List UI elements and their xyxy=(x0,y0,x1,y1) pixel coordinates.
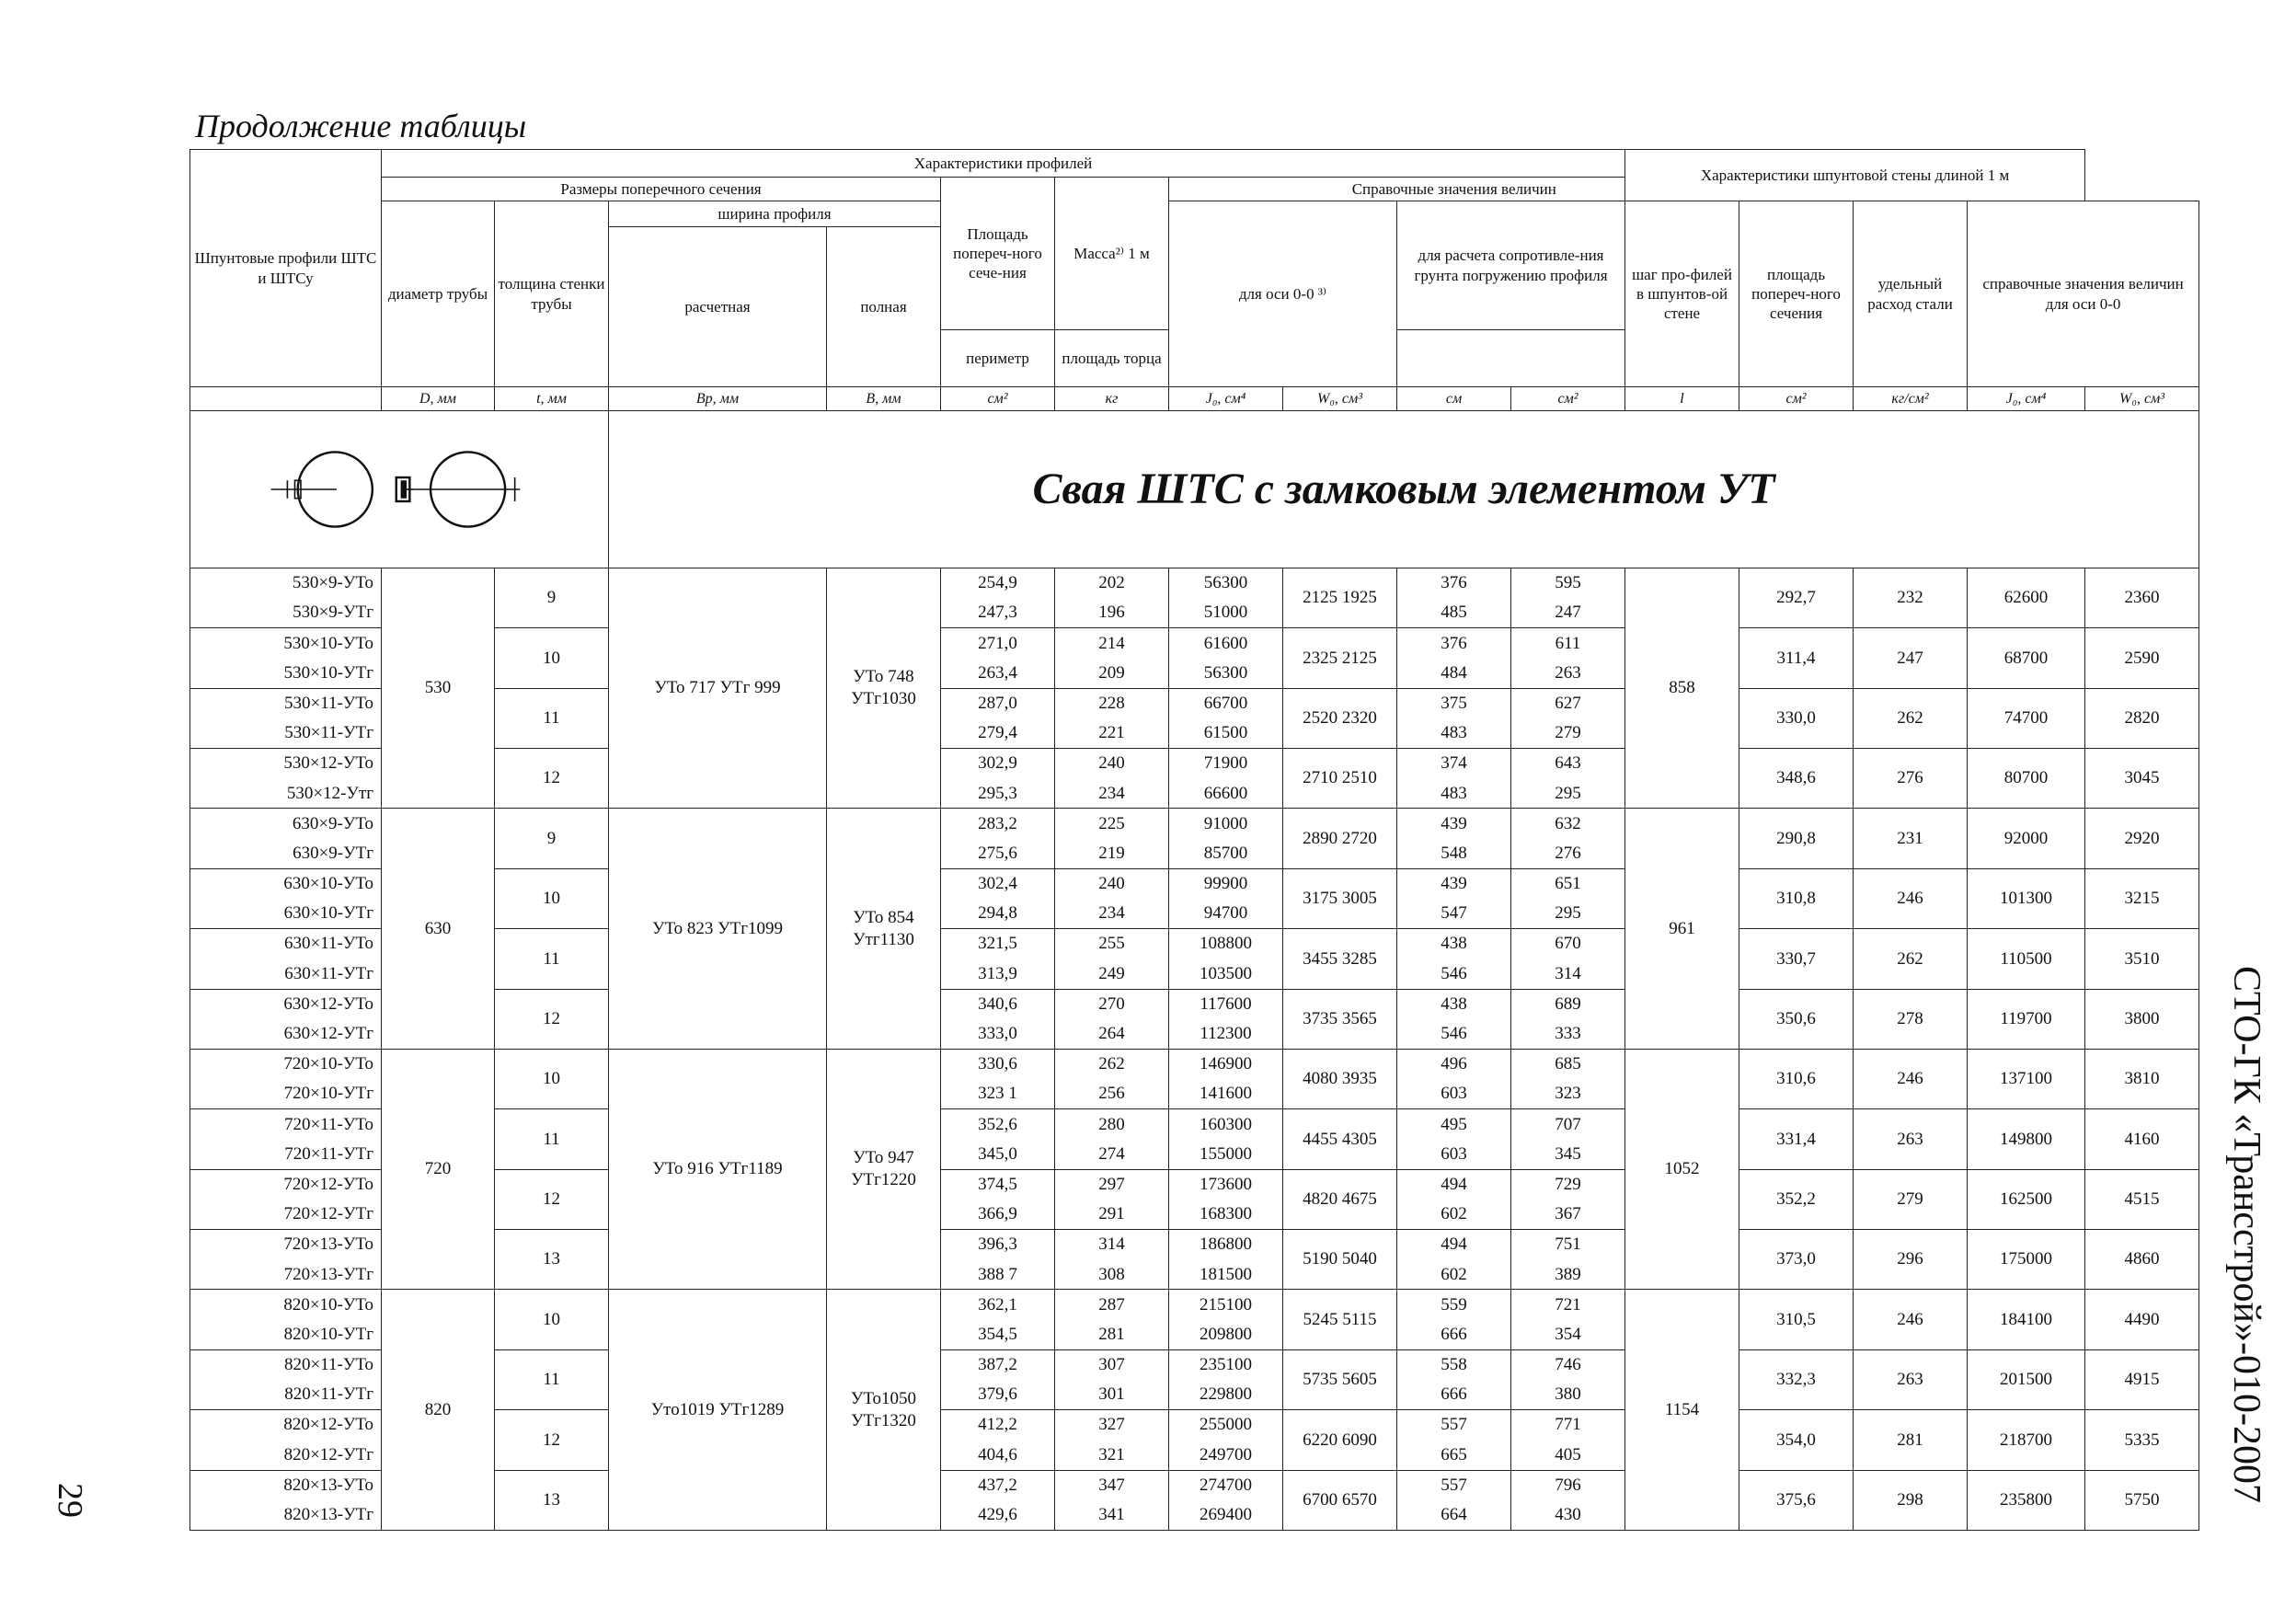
profile-name: 820×13-УТо 820×13-УТг xyxy=(190,1470,382,1530)
moment-j0: 146900 141600 xyxy=(1169,1049,1283,1108)
wall-w0: 3810 xyxy=(2085,1049,2199,1108)
wall-area: 310,6 xyxy=(1739,1049,1854,1108)
profile-name: 720×11-УТо 720×11-УТг xyxy=(190,1109,382,1169)
wall-w0: 2360 xyxy=(2085,568,2199,627)
header-section-dimensions: Размеры поперечного сечения xyxy=(382,178,941,201)
width-full: УТо 854 Утг1130 xyxy=(827,809,941,1050)
wall-j0: 175000 xyxy=(1968,1230,2085,1290)
wall-j0: 92000 xyxy=(1968,809,2085,868)
steel-use: 232 xyxy=(1854,568,1968,627)
wall-area: 311,4 xyxy=(1739,628,1854,688)
header-end-area: площадь торца xyxy=(1055,330,1169,387)
moment-j0: 66700 61500 xyxy=(1169,688,1283,748)
wall-w0: 3045 xyxy=(2085,749,2199,809)
steel-use: 276 xyxy=(1854,749,1968,809)
end-area: 771 405 xyxy=(1511,1410,1625,1470)
steel-use: 231 xyxy=(1854,809,1968,868)
modulus-w0: 4820 4675 xyxy=(1283,1169,1397,1229)
wall-w0: 4160 xyxy=(2085,1109,2199,1169)
moment-j0: 99900 94700 xyxy=(1169,868,1283,928)
moment-j0: 71900 66600 xyxy=(1169,749,1283,809)
wall-thickness: 12 xyxy=(495,749,609,809)
mass: 327 321 xyxy=(1055,1410,1169,1470)
wall-w0: 4515 xyxy=(2085,1169,2199,1229)
wall-j0: 162500 xyxy=(1968,1169,2085,1229)
end-area: 632 276 xyxy=(1511,809,1625,868)
wall-j0: 74700 xyxy=(1968,688,2085,748)
end-area: 751 389 xyxy=(1511,1230,1625,1290)
end-area: 796 430 xyxy=(1511,1470,1625,1530)
cross-area: 283,2 275,6 xyxy=(941,809,1055,868)
pitch: 1052 xyxy=(1625,1049,1739,1290)
cross-area: 387,2 379,6 xyxy=(941,1349,1055,1409)
end-area: 685 323 xyxy=(1511,1049,1625,1108)
cross-area: 330,6 323 1 xyxy=(941,1049,1055,1108)
unit-cell: см² xyxy=(1739,387,1854,411)
wall-j0: 201500 xyxy=(1968,1349,2085,1409)
wall-w0: 2820 xyxy=(2085,688,2199,748)
table-row xyxy=(190,1049,2199,1108)
cross-area: 302,4 294,8 xyxy=(941,868,1055,928)
profile-name: 820×11-УТо 820×11-УТг xyxy=(190,1349,382,1409)
wall-j0: 110500 xyxy=(1968,929,2085,989)
header-profiles: Шпунтовые профили ШТС и ШТСу xyxy=(190,150,382,387)
unit-cell: l xyxy=(1625,387,1739,411)
steel-use: 262 xyxy=(1854,929,1968,989)
modulus-w0: 3175 3005 xyxy=(1283,868,1397,928)
mass: 307 301 xyxy=(1055,1349,1169,1409)
perimeter: 376 484 xyxy=(1397,628,1511,688)
modulus-w0: 3455 3285 xyxy=(1283,929,1397,989)
steel-use: 262 xyxy=(1854,688,1968,748)
unit-cell: J₀, см⁴ xyxy=(1169,387,1283,411)
mass: 214 209 xyxy=(1055,628,1169,688)
wall-area: 290,8 xyxy=(1739,809,1854,868)
modulus-w0: 2710 2510 xyxy=(1283,749,1397,809)
header-profile-characteristics: Характеристики профилей xyxy=(382,150,1625,178)
cross-area: 374,5 366,9 xyxy=(941,1169,1055,1229)
wall-area: 350,6 xyxy=(1739,989,1854,1049)
unit-cell: Bр, мм xyxy=(609,387,827,411)
mass: 314 308 xyxy=(1055,1230,1169,1290)
table-caption: Продолжение таблицы xyxy=(195,108,527,144)
wall-thickness: 10 xyxy=(495,1049,609,1108)
header-cross-area: Площадь попереч-ного сече-ния xyxy=(941,178,1055,330)
wall-w0: 4860 xyxy=(2085,1230,2199,1290)
moment-j0: 56300 51000 xyxy=(1169,568,1283,627)
wall-j0: 218700 xyxy=(1968,1410,2085,1470)
end-area: 627 279 xyxy=(1511,688,1625,748)
cross-area: 396,3 388 7 xyxy=(941,1230,1055,1290)
pipe-diameter: 720 xyxy=(382,1049,495,1290)
table-row xyxy=(190,568,2199,627)
perimeter: 438 546 xyxy=(1397,929,1511,989)
wall-thickness: 13 xyxy=(495,1470,609,1530)
cross-area: 352,6 345,0 xyxy=(941,1109,1055,1169)
table-row xyxy=(190,809,2199,868)
pitch: 961 xyxy=(1625,809,1739,1050)
modulus-w0: 5190 5040 xyxy=(1283,1230,1397,1290)
moment-j0: 91000 85700 xyxy=(1169,809,1283,868)
end-area: 595 247 xyxy=(1511,568,1625,627)
wall-area: 310,8 xyxy=(1739,868,1854,928)
profile-name: 630×12-УТо 630×12-УТг xyxy=(190,989,382,1049)
perimeter: 558 666 xyxy=(1397,1349,1511,1409)
header-profile-width: ширина профиля xyxy=(609,201,941,227)
wall-area: 348,6 xyxy=(1739,749,1854,809)
moment-j0: 61600 56300 xyxy=(1169,628,1283,688)
perimeter: 496 603 xyxy=(1397,1049,1511,1108)
unit-cell: см xyxy=(1397,387,1511,411)
pitch: 858 xyxy=(1625,568,1739,809)
cross-area: 302,9 295,3 xyxy=(941,749,1055,809)
modulus-w0: 6220 6090 xyxy=(1283,1410,1397,1470)
wall-j0: 119700 xyxy=(1968,989,2085,1049)
header-mass: Масса²⁾ 1 м xyxy=(1055,178,1169,330)
end-area: 611 263 xyxy=(1511,628,1625,688)
perimeter: 376 485 xyxy=(1397,568,1511,627)
steel-use: 298 xyxy=(1854,1470,1968,1530)
header-width-full: полная xyxy=(827,227,941,387)
unit-cell: W₀, см³ xyxy=(1283,387,1397,411)
unit-cell: кг/см² xyxy=(1854,387,1968,411)
header-wall-thickness: толщина стенки трубы xyxy=(495,201,609,387)
perimeter: 557 665 xyxy=(1397,1410,1511,1470)
perimeter: 494 602 xyxy=(1397,1230,1511,1290)
perimeter: 375 483 xyxy=(1397,688,1511,748)
profile-name: 530×12-УТо 530×12-Утг xyxy=(190,749,382,809)
wall-w0: 4490 xyxy=(2085,1290,2199,1349)
cross-area: 412,2 404,6 xyxy=(941,1410,1055,1470)
header-perimeter: периметр xyxy=(941,330,1055,387)
end-area: 721 354 xyxy=(1511,1290,1625,1349)
wall-area: 330,0 xyxy=(1739,688,1854,748)
wall-j0: 101300 xyxy=(1968,868,2085,928)
modulus-w0: 2890 2720 xyxy=(1283,809,1397,868)
perimeter: 438 546 xyxy=(1397,989,1511,1049)
end-area: 707 345 xyxy=(1511,1109,1625,1169)
mass: 297 291 xyxy=(1055,1169,1169,1229)
wall-j0: 137100 xyxy=(1968,1049,2085,1108)
modulus-w0: 5245 5115 xyxy=(1283,1290,1397,1349)
cross-area: 340,6 333,0 xyxy=(941,989,1055,1049)
steel-use: 263 xyxy=(1854,1349,1968,1409)
steel-use: 247 xyxy=(1854,628,1968,688)
header-axis-00: для оси 0-0 ³⁾ xyxy=(1169,201,1397,387)
wall-area: 292,7 xyxy=(1739,568,1854,627)
steel-use: 281 xyxy=(1854,1410,1968,1470)
page-number: 29 xyxy=(51,1483,89,1518)
modulus-w0: 4455 4305 xyxy=(1283,1109,1397,1169)
mass: 255 249 xyxy=(1055,929,1169,989)
mass: 228 221 xyxy=(1055,688,1169,748)
cross-area: 321,5 313,9 xyxy=(941,929,1055,989)
profile-name: 820×10-УТо 820×10-УТг xyxy=(190,1290,382,1349)
perimeter: 559 666 xyxy=(1397,1290,1511,1349)
steel-use: 278 xyxy=(1854,989,1968,1049)
header-soil-resistance: для расчета сопротивле-ния грунта погружению профиля xyxy=(1397,201,1625,330)
moment-j0: 160300 155000 xyxy=(1169,1109,1283,1169)
width-design: УТо 916 УТг1189 xyxy=(609,1049,827,1290)
modulus-w0: 2520 2320 xyxy=(1283,688,1397,748)
profile-name: 720×13-УТо 720×13-УТг xyxy=(190,1230,382,1290)
unit-cell: см² xyxy=(1511,387,1625,411)
header-reference-values: Справочные значения величин xyxy=(1169,178,1739,201)
perimeter: 557 664 xyxy=(1397,1470,1511,1530)
wall-area: 331,4 xyxy=(1739,1109,1854,1169)
wall-thickness: 10 xyxy=(495,868,609,928)
moment-j0: 235100 229800 xyxy=(1169,1349,1283,1409)
profile-drawing xyxy=(190,411,609,568)
profile-name: 630×11-УТо 630×11-УТг xyxy=(190,929,382,989)
wall-thickness: 11 xyxy=(495,1109,609,1169)
wall-j0: 62600 xyxy=(1968,568,2085,627)
header-wall-area: площадь попереч-ного сечения xyxy=(1739,201,1854,387)
mass: 287 281 xyxy=(1055,1290,1169,1349)
steel-use: 246 xyxy=(1854,1049,1968,1108)
wall-area: 375,6 xyxy=(1739,1470,1854,1530)
profile-name: 530×10-УТо 530×10-УТг xyxy=(190,628,382,688)
steel-use: 246 xyxy=(1854,868,1968,928)
width-full: УТо 947 УТг1220 xyxy=(827,1049,941,1290)
width-design: Уто1019 УТг1289 xyxy=(609,1290,827,1531)
cross-area: 287,0 279,4 xyxy=(941,688,1055,748)
header-wall-characteristics: Характеристики шпунтовой стены длиной 1 м xyxy=(1625,150,2085,201)
mass: 280 274 xyxy=(1055,1109,1169,1169)
wall-area: 330,7 xyxy=(1739,929,1854,989)
steel-use: 296 xyxy=(1854,1230,1968,1290)
pipe-diameter: 530 xyxy=(382,568,495,809)
wall-w0: 2590 xyxy=(2085,628,2199,688)
header-pitch: шаг про-филей в шпунтов-ой стене xyxy=(1625,201,1739,387)
unit-cell: J₀, см⁴ xyxy=(1968,387,2085,411)
wall-thickness: 12 xyxy=(495,989,609,1049)
mass: 270 264 xyxy=(1055,989,1169,1049)
profile-name: 630×10-УТо 630×10-УТг xyxy=(190,868,382,928)
moment-j0: 117600 112300 xyxy=(1169,989,1283,1049)
profile-name: 530×11-УТо 530×11-УТг xyxy=(190,688,382,748)
unit-cell: B, мм xyxy=(827,387,941,411)
wall-w0: 3510 xyxy=(2085,929,2199,989)
moment-j0: 173600 168300 xyxy=(1169,1169,1283,1229)
unit-cell: W₀, см³ xyxy=(2085,387,2199,411)
unit-cell: D, мм xyxy=(382,387,495,411)
unit-cell: t, мм xyxy=(495,387,609,411)
wall-j0: 68700 xyxy=(1968,628,2085,688)
modulus-w0: 6700 6570 xyxy=(1283,1470,1397,1530)
end-area: 689 333 xyxy=(1511,989,1625,1049)
unit-blank xyxy=(190,387,382,411)
mass: 240 234 xyxy=(1055,749,1169,809)
steel-use: 246 xyxy=(1854,1290,1968,1349)
perimeter: 439 547 xyxy=(1397,868,1511,928)
unit-cell: см² xyxy=(941,387,1055,411)
wall-thickness: 9 xyxy=(495,568,609,627)
end-area: 651 295 xyxy=(1511,868,1625,928)
wall-area: 354,0 xyxy=(1739,1410,1854,1470)
table-row xyxy=(190,1290,2199,1349)
moment-j0: 215100 209800 xyxy=(1169,1290,1283,1349)
profile-name: 820×12-УТо 820×12-УТг xyxy=(190,1410,382,1470)
mass: 240 234 xyxy=(1055,868,1169,928)
wall-j0: 184100 xyxy=(1968,1290,2085,1349)
wall-w0: 2920 xyxy=(2085,809,2199,868)
wall-thickness: 13 xyxy=(495,1230,609,1290)
end-area: 746 380 xyxy=(1511,1349,1625,1409)
steel-use: 263 xyxy=(1854,1109,1968,1169)
width-full: УТо 748 УТг1030 xyxy=(827,568,941,809)
profiles-table xyxy=(189,149,2199,1531)
perimeter: 374 483 xyxy=(1397,749,1511,809)
wall-thickness: 11 xyxy=(495,688,609,748)
wall-w0: 3215 xyxy=(2085,868,2199,928)
width-design: УТо 717 УТг 999 xyxy=(609,568,827,809)
pipe-diameter: 630 xyxy=(382,809,495,1050)
header-width-design: расчетная xyxy=(609,227,827,387)
modulus-w0: 4080 3935 xyxy=(1283,1049,1397,1108)
modulus-w0: 2325 2125 xyxy=(1283,628,1397,688)
pitch: 1154 xyxy=(1625,1290,1739,1531)
end-area: 729 367 xyxy=(1511,1169,1625,1229)
wall-area: 332,3 xyxy=(1739,1349,1854,1409)
end-area: 643 295 xyxy=(1511,749,1625,809)
moment-j0: 274700 269400 xyxy=(1169,1470,1283,1530)
perimeter: 439 548 xyxy=(1397,809,1511,868)
wall-j0: 149800 xyxy=(1968,1109,2085,1169)
width-full: УТо1050 УТг1320 xyxy=(827,1290,941,1531)
wall-thickness: 9 xyxy=(495,809,609,868)
wall-thickness: 12 xyxy=(495,1169,609,1229)
modulus-w0: 2125 1925 xyxy=(1283,568,1397,627)
wall-w0: 5750 xyxy=(2085,1470,2199,1530)
mass: 202 196 xyxy=(1055,568,1169,627)
pipe-diameter: 820 xyxy=(382,1290,495,1531)
profile-name: 630×9-УТо 630×9-УТг xyxy=(190,809,382,868)
wall-thickness: 11 xyxy=(495,929,609,989)
profile-name: 720×10-УТо 720×10-УТг xyxy=(190,1049,382,1108)
wall-area: 373,0 xyxy=(1739,1230,1854,1290)
moment-j0: 186800 181500 xyxy=(1169,1230,1283,1290)
header-pipe-diameter: диаметр трубы xyxy=(382,201,495,387)
header-steel-use: удельный расход стали xyxy=(1854,201,1968,387)
moment-j0: 255000 249700 xyxy=(1169,1410,1283,1470)
end-area: 670 314 xyxy=(1511,929,1625,989)
mass: 262 256 xyxy=(1055,1049,1169,1108)
wall-thickness: 10 xyxy=(495,1290,609,1349)
mass: 347 341 xyxy=(1055,1470,1169,1530)
header-wall-reference: справочные значения величин для оси 0-0 xyxy=(1968,201,2199,387)
wall-j0: 235800 xyxy=(1968,1470,2085,1530)
moment-j0: 108800 103500 xyxy=(1169,929,1283,989)
wall-area: 310,5 xyxy=(1739,1290,1854,1349)
perimeter: 494 602 xyxy=(1397,1169,1511,1229)
cross-area: 254,9 247,3 xyxy=(941,568,1055,627)
table-body xyxy=(190,411,2199,1531)
wall-thickness: 11 xyxy=(495,1349,609,1409)
width-design: УТо 823 УТг1099 xyxy=(609,809,827,1050)
profile-name: 720×12-УТо 720×12-УТг xyxy=(190,1169,382,1229)
wall-thickness: 10 xyxy=(495,628,609,688)
cross-area: 362,1 354,5 xyxy=(941,1290,1055,1349)
modulus-w0: 3735 3565 xyxy=(1283,989,1397,1049)
document-code: СТО-ГК «Трансстрой»-010-2007 xyxy=(2225,966,2267,1504)
cross-area: 271,0 263,4 xyxy=(941,628,1055,688)
banner-title: Свая ШТС с замковым элементом УТ xyxy=(609,411,2199,568)
wall-j0: 80700 xyxy=(1968,749,2085,809)
modulus-w0: 5735 5605 xyxy=(1283,1349,1397,1409)
wall-w0: 3800 xyxy=(2085,989,2199,1049)
pipe-pile-drawing-icon xyxy=(190,412,608,567)
profile-name: 530×9-УТо 530×9-УТг xyxy=(190,568,382,627)
mass: 225 219 xyxy=(1055,809,1169,868)
wall-thickness: 12 xyxy=(495,1410,609,1470)
wall-w0: 5335 xyxy=(2085,1410,2199,1470)
wall-w0: 4915 xyxy=(2085,1349,2199,1409)
steel-use: 279 xyxy=(1854,1169,1968,1229)
unit-cell: кг xyxy=(1055,387,1169,411)
wall-area: 352,2 xyxy=(1739,1169,1854,1229)
cross-area: 437,2 429,6 xyxy=(941,1470,1055,1530)
perimeter: 495 603 xyxy=(1397,1109,1511,1169)
